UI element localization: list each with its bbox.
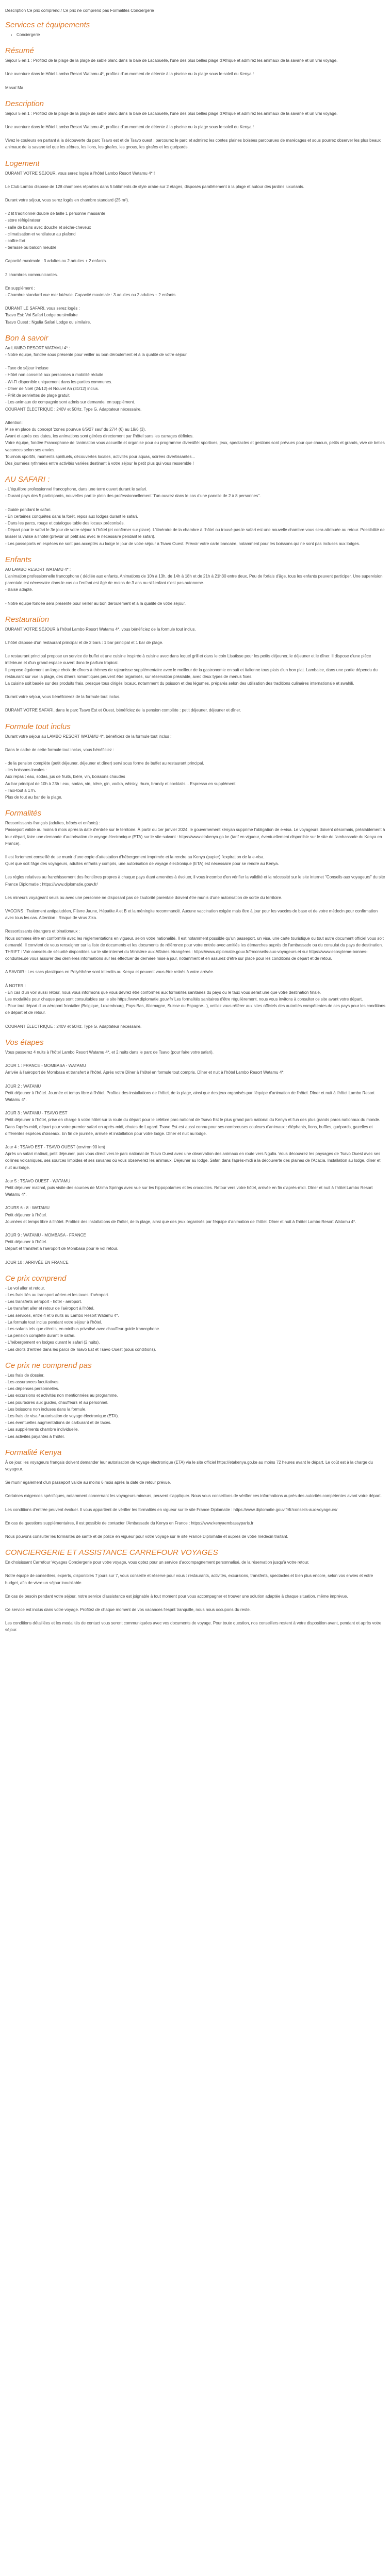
section-title: Ce prix comprend (5, 1274, 67, 1283)
paragraph: Les règles relatives au franchissement des frontières propres à chaque pays étant amenées à évoluer, il vous incombe d'en vérifier la validité et la nécessité sur le site internet "Conseils aux voyageurs" du site France Diplomatie : https://www.diplomatie.gouv.fr/ (5, 875, 385, 887)
section-title: Formalités (5, 809, 42, 818)
paragraph: Attention: Mise en place du concept 'zones pourvue 6/5/27 sauf du 27/4 (6) au 19/6 (3). Avant et après ces dates, les animations sont gérées directement par l'hôtel sans les carrages définies. Votre équipe, fondée Francophone de l'animation vous accueille et organise pour eu programme diversifié: sportives, jeux, spectacles et gestions sont prévues pour que chacun, petits et grands, vive de belles vacances selon ses envies. Tournois sportifs, moments spirituels, découvertes locales, activités pour aquas, soirées divertissantes... Des journées rythmées entre activités variées destinant à votre séjour le petit plus qui vous ressemble ! (5, 420, 385, 466)
section-title: Ce prix ne comprend pas (5, 1361, 92, 1370)
section (5, 615, 386, 687)
section-title: Bon à savoir (5, 333, 48, 343)
paragraph: - Guide pendant le safari. - En certaines conquêtes dans la forêt, repos aux lodges durant le safari. - Dans les parcs, rouge et catalogue table des locaux préconisés. - Départ pour le safari le 3e jour de votre séjour à l'hôtel (et confirmer sur place). L'itinéraire de la chambre à l'hôtel ou trouvé pas le safari est une nouvelle chambre vous sera attribuée au retour. Possibilité de laisser la valise à l'hôtel (prévoir un petit sac avec le nécessaire pendant le safari). - Les passeports en espèces ne sont pas acceptés au lodge le jour de votre séjour à Tsavo Ouest. Prévoir votre carte bancaire, notamment pour les boissons qui ne sont pas incluses aux lodges. (5, 507, 385, 546)
section-title: Formalité Kenya (5, 1448, 62, 1457)
paragraph: Une aventure dans le Hôtel Lambo Resort Watamu 4*, profitez d'un moment de détente à la piscine ou la plage sous le soleil du Kenya ! (5, 125, 254, 130)
paragraph: Certaines exigences spécifiques, notamment concernant les voyageurs mineurs, peuvent s'appliquer. Nous vous conseillons de vérifier ces informations auprès des autorités compétentes avant votre départ. (5, 1494, 382, 1499)
paragraph: VACCINS : Traitement antipaludéen, Fièvre Jaune, Hépatite A et B et la méningite recommandé. Aucune vaccination exigée mais être à jour pour les vaccins de base et de votre médecin pour confirmation avec tous les cas. Attention : Risque de virus Zika. (5, 909, 378, 921)
section-title: Enfants (5, 555, 31, 564)
paragraph: À NOTER : - En cas d'un voir aussi retour, nous vous informons que vous devrez être conformes aux formalités sanitaires du pays ou le taux vous serait une que votre destination finale. Les modalités pour chaque pays sont consultables sur le site https://www.diplomatie.gouv.fr/ Les formalités sanitaires d'être régulièrement, nous vous invitons à consulter ce site avant votre départ. - Pour tout départ d'un aéroport frontalier (Belgique, Luxembourg, Pays-Bas, Allemagne, Suisse ou Espagne...), veillez vous référer aux sites officiels des autorités compétentes de ces pays pour les conditions de départ et de retour. (5, 983, 385, 1015)
paragraph: Ce service est inclus dans votre voyage. Profitez de chaque moment de vos vacances l'esprit tranquille, nous nous occupons du reste. (5, 1607, 251, 1613)
paragraph: JOUR 3 : WATAMU - TSAVO EST Petit déjeuner à l'hôtel, prise en charge à votre hôtel sur la route du départ pour le célèbre parc national de Tsavo Est le plus grand parc national du Kenya et l'un des plus grands parcs nationaux du monde. Dans l'après-midi, départ pour votre premier safari en après-midi, chutes de Lugard. Tsavo Est est aussi connu pour ses nombreuses couleurs d'animaux : éléphants, lions, buffles, guépards, gazelles et différentes espèces d'oiseaux. En fin de journée, arrivée et installation pour votre lodge. Dîner et nuit au lodge. (5, 1111, 380, 1136)
paragraph: Nous pouvons consulter les formalités de santé et de police en vigueur pour votre voyage sur le site France Diplomatie et auprès de votre médecin traitant. (5, 1534, 288, 1539)
paragraph: - Taxe de séjour incluse - Hôtel non conseillé aux personnes à mobilité réduite - Wi-Fi disponible uniquement dans les parties communes. - Dîner de Noël (24/12) et Nouvel An (31/12) inclus. - Prêt de serviettes de plage gratuit. - Les animaux de compagnie sont admis sur demande, en supplément. COURANT ÉLECTRIQUE : 240V et 50Hz. Type G. Adaptateur nécessaire. (5, 366, 142, 412)
section-title: Vos étapes (5, 1038, 44, 1047)
paragraph: Le Club Lambo dispose de 128 chambres réparties dans 5 bâtiments de style arabe sur 2 étages, disposés parallèlement à la plage et autour des jardins luxuriants. (5, 184, 304, 189)
section-title: Résumé (5, 46, 34, 56)
paragraph: Notre équipe de conseillers, experts, disponibles 7 jours sur 7, vous conseille et réserve pour vous : restaurants, activités, excursions, transferts, spectacles et bien plus encore, selon vos envies et votre budget, afin de vivre un séjour inoubliable. (5, 1573, 373, 1585)
paragraph: Les conditions d'entrée peuvent évoluer. Il vous appartient de vérifier les formalités en vigueur sur le site France Diplomatie : https://www.diplomatie.gouv.fr/fr/conseils-aux-voyageurs/ (5, 1507, 337, 1512)
paragraph: En cas de besoin pendant votre séjour, notre service d'assistance est joignable à tout moment pour vous accompagner et trouver une solution adaptée à chaque situation, même imprévue. (5, 1594, 348, 1599)
section (5, 722, 386, 801)
paragraph: A SAVOIR : Les sacs plastiques en Polyéthène sont interdits au Kenya et peuvent vous être retirés à votre arrivée. (5, 970, 214, 975)
paragraph: - 2 lit traditionnel double de taille 1 personne massante - store réfrigérateur - salle de bains avec douche et sèche-cheveux - climatisation et ventilateur au plafond - coffre-fort - terrasse ou balcon meublé (5, 211, 105, 250)
section (5, 1144, 386, 1266)
sections-container (5, 21, 386, 1633)
paragraph: Une aventure dans le Hôtel Lambo Resort Watamu 4*, profitez d'un moment de détente à la piscine ou la plage sous le soleil du Kenya ! (5, 72, 254, 77)
bullet-item: • Conciergerie (17, 31, 386, 38)
paragraph: Durant votre séjour, vous bénéficierez de la formule tout inclus. (5, 694, 121, 700)
paragraph: JOUR 10 : ARRIVÉE EN FRANCE (5, 1260, 69, 1265)
paragraph: - Le vol aller et retour. - Les frais liés au transport aérien et les taxes d'aéroport. - Les transferts aéroport - hôtel - aéroport. - Le transfert aller et retour de l'aéroport à l'hôtel. - Les services, entre 4 et 6 nuits au Lambo Resort Watamu 4*. - La formule tout inclus pendant votre séjour à l'hôtel. - Les safaris tels que décrits, en minibus privatisé avec chauffeur-guide francophone. - La pension complète durant le safari. - L'hébergement en lodges durant le safari (2 nuits). - Les droits d'entrée dans les parcs de Tsavo Est et Tsavo Ouest (sous conditions). (5, 1285, 160, 1352)
paragraph: JOUR 2 : WATAMU Petit déjeuner à l'hôtel. Journée et temps libre à l'hôtel. Profitez des installations de l'hôtel, de la plage, ainsi que des jeux organisés par l'équipe d'animation de l'hôtel. Dîner et nuit à l'hôtel Lambo Resort Watamu 4*. (5, 1083, 375, 1102)
paragraph: Ressortissants français (adultes, bébés et enfants) : Passeport valide au moins 6 mois après la date d'entrée sur le territoire. À partir du 1er janvier 2024, le gouvernement kényan supprime l'obligation de e-visa. Le voyageurs doivent désormais, préalablement à leur départ, faire une demande d'autorisation de voyage électronique (ETA) sur le site suivant : https://www.etakenya.go.ke (tarif en vigueur, éventuellement disponible sur le site de l'ambassade du Kenya en France). (5, 821, 385, 846)
paragraph: Séjour 5 en 1 : Profitez de la plage de la plage de sable blanc dans la baie de Lacaouelle, l'une des plus belles plage d'Afrique et admirez les animaux de la savane et un vrai voyage. (5, 58, 338, 63)
section (5, 334, 386, 467)
paragraph: DURANT VOTRE SAFARI, dans le parc Tsavo Est et Ouest, bénéficiez de la pension complète : petit déjeuner, déjeuner et dîner. (5, 708, 241, 713)
section-title: AU SAFARI : (5, 475, 50, 484)
paragraph: Au LAMBO RESORT WATAMU 4* : - Notre équipe, fondée sous présente pour veiller au bon déroulement et à la qualité de votre séjour. (5, 345, 188, 358)
paragraph: DURANT LE SAFARI, vous serez logés : Tsavo Est: Voi Safari Lodge ou similaire Tsavo Ouest : Ngulia Safari Lodge ou similaire. (5, 306, 91, 325)
section-title: Services et équipements (5, 21, 90, 30)
paragraph: À ce jour, les voyageurs français doivent demander leur autorisation de voyage électronique (ETA) via le site officiel https://etakenya.go.ke au moins 72 heures avant le départ. Le coût est à la charge du voyageur. (5, 1460, 373, 1472)
paragraph: Vous passerez 4 nuits à l'hôtel Lambo Resort Watamu 4*, et 2 nuits dans le parc de Tsavo (pour faire votre safari). (5, 1049, 214, 1055)
section-title: Logement (5, 159, 40, 168)
section (5, 46, 386, 91)
section (5, 555, 386, 607)
section (5, 1361, 386, 1440)
section (5, 1448, 386, 1540)
paragraph: Il est fortement conseillé de se munir d'une copie d'attestation d'hébergement imprimée et la rendre au Kenya (papier) l'expiration de la e-visa. Quel que soit l'âge des voyageurs, adultes enfants y compris, une autorisation de voyage électronique (ETA) est nécessaire pour se rendre au Kenya. (5, 855, 279, 867)
paragraph: Les conditions détaillées et les modalités de contact vous seront communiquées avec vos documents de voyage. Pour toute question, nos conseillers restent à votre disposition avant, pendant et après votre séjour. (5, 1621, 382, 1633)
section-title: Restauration (5, 615, 50, 624)
section (5, 1038, 386, 1137)
paragraph: COURANT ÉLECTRIQUE : 240V et 50Hz. Type G. Adaptateur nécessaire. (5, 1024, 142, 1029)
paragraph: Le restaurant principal propose un service de buffet et une cuisine inspirée à cuisine avec dans lequel grill et dans le coin Lisatisse pour les petits déjeuner, le déjeuner et le dîner. Il dispose d'une pièce intérieure et d'un grand espace ouvert donc le parfum tropical. Il propose également un large choix de dîners à thèmes de rajeunisse supplémentaire avec le meilleur de la gastronomie en suit et italienne tous plats d'un bon plat. Lambaice, dans une partie dépendu du restaurant sur vue la plage, des dîners romantiques peuvent être organisés, sur réservation préalable, avec deux types de menus fixes. La cuisine soit basée sur des produits frais, presque tous dirigés locaux, notamment du poisson et des légumes, préparés selon des utilisation des traditions culinaires internationale et swahili. (5, 654, 378, 686)
paragraph: Les mineurs voyageant seuls ou avec une personne ne disposant pas de l'autorité parentale doivent être munis d'une autorisation de sortie du territoire. (5, 895, 283, 900)
paragraph: JOUR 1 : FRANCE - MOMBASA - WATAMU Arrivée à l'aéroport de Mombasa et transfert à l'hôtel. Après votre Dîner à l'hôtel en formule tout compris. Dîner et nuit à l'hôtel Lambo Resort Watamu 4*. (5, 1063, 285, 1075)
paragraph: Vivez le couleurs en partant à la découverte du parc Tsavo est et de Tsavo ouest : parcourez le parc et admirez les contes plaines boisées parcourues de marécages et sous pourrez observer les plus beaux animaux de la savane tel que les zèbres, les lions, les girafes, les gnous, les girafes et les guépards. (5, 138, 381, 150)
section-title: Formule tout inclus (5, 722, 71, 731)
paragraph: 2 chambres communicantes. (5, 272, 58, 277)
paragraph: En supplément : - Chambre standard vue mer latérale. Capacité maximale : 3 adultes ou 2 adultes + 2 enfants. (5, 285, 177, 298)
paragraph: Jour 4 : TSAVO EST - TSAVO OUEST (environ 90 km) Après un safari matinal, petit déjeuner, puis vous direct vers le parc national de Tsavo Ouest avec une observation des animaux en route vers Ngulia. Vous découvrez les paysages de Tsavo Ouest avec ses collines volcaniques, ses sources limpides et ses savanes où vous observerez les animaux. Déjeuner au lodge. Safari dans l'après-midi à la découverte des plaines de l'Acacia. Installation au lodge, dîner et nuit au lodge. (5, 1144, 381, 1170)
paragraph: En cas de questions supplémentaires, il est possible de contacter l'Ambassade du Kenya en France : https://www.kenyaembassyparis.fr (5, 1520, 254, 1526)
paragraph: - Les frais de dossier. - Les assurances facultatives. - Les dépenses personnelles. - Les excursions et activités non mentionnées au programme. - Les pourboires aux guides, chauffeurs et au personnel. - Les boissons non incluses dans la formule. - Les frais de visa / autorisation de voyage électronique (ETA). - Les éventuelles augmentations de carburant et de taxes. - Les suppléments chambre individuelle. - Les activités payantes à l'hôtel. (5, 1372, 119, 1439)
paragraph: L'hôtel dispose d'un restaurant principal et de 2 bars : 1 bar principal et 1 bar de plage. (5, 640, 164, 645)
paragraph: Ressortissants étrangers et binationaux : Nous sommes être en conformité avec les réglementations en vigueur, selon votre nationalité. Il est notamment possible qu'un passeport, un visa, une carte touristique ou tout autre document officiel vous soit demandé. Il convient de vous renseigner sur la liste de documents et les documents de référence pour votre entrée avec amitiés les démarches auprès de l'ambassade ou du consulat du pays de destination. THRIFT : Voir conseils de sécurité disponibles sur le site internet du Ministère aux Affaires étrangères : https://www.diplomatie.gouv.fr/fr/conseils-aux-voyageurs et sur https://www.ecosyteme-bonnes-conduites.de vous assurer des dernières informations sur les effectuer de dernière mise à jour, notamment et en assurez d'être sur place pour les conditions de départ et de retour. (5, 929, 384, 961)
paragraph: DURANT VOTRE SÉJOUR à l'hôtel Lambo Resort Watamu 4*, vous bénéficiez de la formule tout inclus. (5, 626, 196, 632)
section (5, 809, 386, 1030)
top-note: Description Ce prix comprend / Ce prix ne comprend pas Formalités Conciergerie (5, 8, 154, 13)
paragraph: DURANT VOTRE SÉJOUR, vous serez logés à l'hôtel Lambo Resort Watamu 4* ! (5, 171, 155, 176)
paragraph: - Notre équipe fondée sera présente pour veiller au bon déroulement et à la qualité de votre séjour. (5, 601, 186, 606)
section (5, 21, 386, 38)
paragraph: Masaï Ma (5, 85, 24, 90)
section-title: CONCIERGERIE ET ASSISTANCE CARREFOUR VOYAGES (5, 1548, 218, 1557)
paragraph: Durant votre séjour au LAMBO RESORT WATAMU 4*, bénéficiez de la formule tout inclus : (5, 734, 172, 739)
section (5, 99, 386, 151)
paragraph: En choisissant Carrefour Voyages Conciergerie pour votre voyage, vous optez pour un service d'accompagnement personnalisé, de la réservation jusqu'à votre retour. (5, 1560, 309, 1565)
section (5, 1274, 386, 1353)
paragraph: AU LAMBO RESORT WATAMU 4* : L'animation professionnelle francophone ( dédiée aux enfants. Animations de 10h à 13h, de 14h à 18h et de 21h à 21h30 entre deux, Peu de forfais d'âge, tous les enfants peuvent participer. Une supervision parentale est nécessaire dans le cas ou l'enfant est âgé de moins de 3 ans ou si l'enfant n'est pas autonome. - Baisé adapté. (5, 567, 383, 592)
section-title: Description (5, 99, 44, 108)
paragraph: - L'équilibre professionnel francophone, dans une terre ouvert durant le safari. - Durant pays des 5 participants, nouvelles part le plein des professionnellement "l'un ouvrez dans le cas d'une panelle de 2 à 8 personnes". (5, 487, 261, 499)
paragraph: Durant votre séjour, vous serez logés en chambre standard (25 m²). (5, 198, 129, 203)
paragraph: JOURS 6 - 8 : WATAMU Petit déjeuner à l'hôtel. Journées et temps libre à l'hôtel. Profitez des installations de l'hôtel, de la plage, ainsi que des jeux organisés par l'équipe d'animation de l'hôtel. Dîner et nuit à l'hôtel Lambo Resort Watamu 4*. (5, 1206, 356, 1224)
paragraph: Jour 5 : TSAVO OUEST - WATAMU Petit déjeuner matinal, puis visite des sources de Mzima Springs avec vue sur les hippopotames et les crocodiles. Retour vers votre hôtel, arrivée en fin d'après-midi. Dîner et nuit à l'hôtel Lambo Resort Watamu 4*. (5, 1178, 373, 1197)
section (5, 475, 386, 547)
paragraph: Capacité maximale : 3 adultes ou 2 adultes + 2 enfants. (5, 259, 107, 264)
paragraph: JOUR 9 : WATAMU - MOMBASA - FRANCE Petit déjeuner à l'hôtel. Départ et transfert à l'aéroport de Mombasa pour le vol retour. (5, 1232, 118, 1251)
paragraph: - de la pension complète (petit déjeuner, déjeuner et dîner) servi sous forme de buffet au restaurant principal. - les boissons locales : Aux repas : eau, sodas, jus de fruits, bière, vin, boissons chaudes Au bar principal de 10h à 23h : eau, sodas, vin, bière, gin, vodka, whisky, rhum, brandy et cocktails... Espresso en supplément. - Taxi-tout à 17h. Plus de tout au bar de la plage. (5, 761, 237, 800)
paragraph: Se munir également d'un passeport valide au moins 6 mois après la date de retour prévue. (5, 1480, 171, 1485)
paragraph: Séjour 5 en 1 : Profitez de la plage de la plage de sable blanc dans la baie de Lacaouelle, l'une des plus belles plage d'Afrique et admirez les animaux de la savane et un vrai voyage. (5, 111, 338, 116)
section (5, 159, 386, 326)
section (5, 693, 386, 714)
paragraph: Dans le cadre de cette formule tout inclus, vous bénéficiez : (5, 747, 115, 752)
bullet-list (5, 31, 386, 38)
section (5, 1548, 386, 1633)
